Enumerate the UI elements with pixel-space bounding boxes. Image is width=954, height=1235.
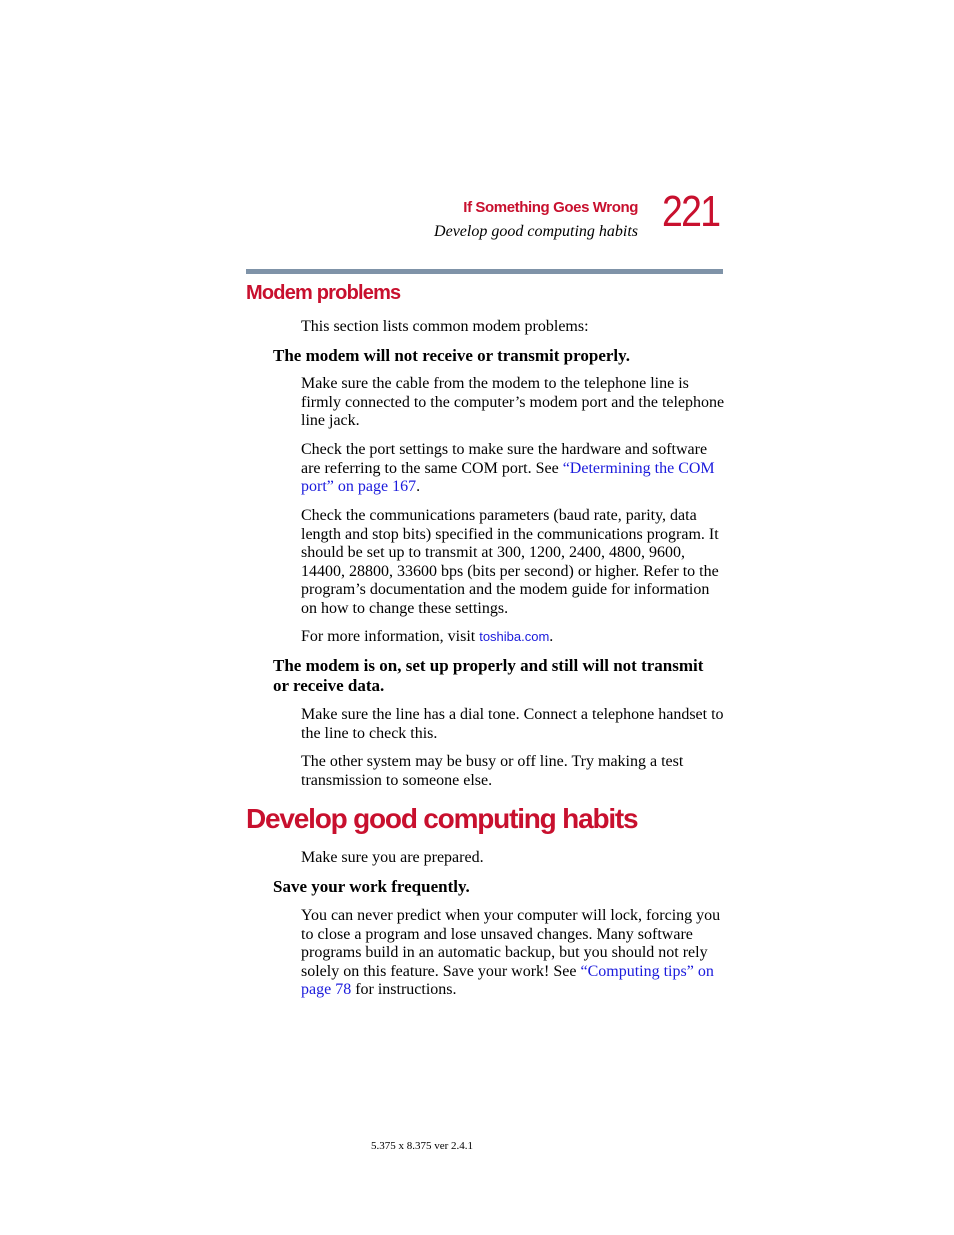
modem-question-1: The modem will not receive or transmit properly. (273, 346, 630, 365)
paragraph-text: For more information, visit (301, 628, 480, 645)
com-port-link[interactable]: “Determining the COM port” on page 167 (301, 459, 715, 496)
modem-q1-paragraph-2 (301, 441, 726, 497)
toshiba-link[interactable]: toshiba.com (479, 629, 550, 644)
modem-problems-heading: Modem problems (246, 282, 401, 304)
habits-heading: Develop good computing habits (246, 803, 638, 834)
modem-q1-paragraph-4 (301, 628, 726, 647)
modem-q1-paragraph-3: Check the communications parameters (baud rate, parity, data length and stop bits) specified in the communications program. It should be set up to transmit at 300, 1200, 2400, 4800, 9600, 14400, 28800, 33600 bps (bits per second) or higher. Refer to the program’s documentation and the modem guide for information on how to change these settings. (301, 507, 719, 617)
computing-tips-link[interactable]: “Computing tips” on page 78 (301, 962, 714, 999)
paragraph-text: You can never predict when your computer will lock, forcing you to close a program and lose unsaved changes. Many software programs build in an automatic backup, but you should not rely solely on this feature. Save your work! See (301, 907, 721, 980)
paragraph-text: . (549, 628, 554, 645)
running-header-section: Develop good computing habits (434, 223, 638, 240)
paragraph-text: . (416, 478, 421, 496)
section-divider (246, 269, 723, 274)
modem-q2-paragraph-2: The other system may be busy or off line. Try making a test transmission to someone else. (301, 753, 684, 789)
modem-intro: This section lists common modem problems: (301, 318, 589, 335)
paragraph-text: for instructions. (351, 981, 457, 999)
habits-q1-paragraph-1 (301, 907, 726, 1000)
running-header-chapter: If Something Goes Wrong (463, 199, 638, 216)
paragraph-text: Check the port settings to make sure the hardware and software are referring to the same COM port. See (301, 441, 708, 477)
habits-intro: Make sure you are prepared. (301, 849, 484, 866)
modem-q2-paragraph-1: Make sure the line has a dial tone. Connect a telephone handset to the line to check this. (301, 706, 724, 742)
modem-question-2: The modem is on, set up properly and still will not transmit or receive data. (273, 656, 704, 695)
page-footer: 5.375 x 8.375 ver 2.4.1 (371, 1140, 474, 1152)
page-number: 221 (662, 187, 720, 236)
modem-q1-paragraph-1: Make sure the cable from the modem to the telephone line is firmly connected to the computer’s modem port and the telephone line jack. (301, 375, 725, 430)
habits-question-1: Save your work frequently. (273, 877, 470, 896)
